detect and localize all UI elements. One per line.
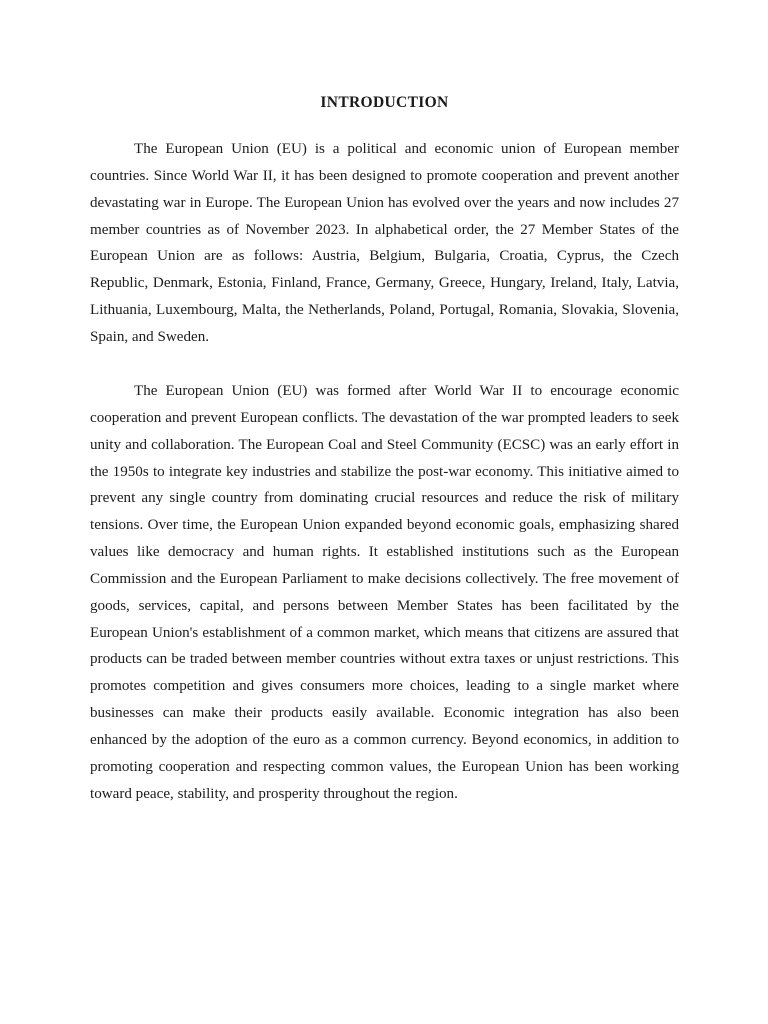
page-title: INTRODUCTION <box>320 94 449 111</box>
body-paragraph: The European Union (EU) is a political and economic union of European member countries. Since World War II, it has been designed to promote cooperation and prevent another devastating war in Europe. The European Union has evolved over the years and now includes 27 member countries as of November 2023. In alphabetical order, the 27 Member States of the European Union are as follows: Austria, Belgium, Bulgaria, Croatia, Cyprus, the Czech Republic, Denmark, Estonia, Finland, France, Germany, Greece, Hungary, Ireland, Italy, Latvia, Lithuania, Luxembourg, Malta, the Netherlands, Poland, Portugal, Romania, Slovakia, Slovenia, Spain, and Sweden. <box>90 141 679 345</box>
body-paragraph: The European Union (EU) was formed after World War II to encourage economic cooperation and prevent European conflicts. The devastation of the war prompted leaders to seek unity and collaboration. The European Coal and Steel Community (ECSC) was an early effort in the 1950s to integrate key industries and stabilize the post-war economy. This initiative aimed to prevent any single country from dominating crucial resources and reduce the risk of military tensions. Over time, the European Union expanded beyond economic goals, emphasizing shared values like democracy and human rights. It established institutions such as the European Commission and the European Parliament to make decisions collectively. The free movement of goods, services, capital, and persons between Member States has been facilitated by the European Union's establishment of a common market, which means that citizens are assured that products can be traded between member countries without extra taxes or unjust restrictions. This promotes competition and gives consumers more choices, leading to a single market where businesses can make their products easily available. Economic integration has also been enhanced by the adoption of the euro as a common currency. Beyond economics, in addition to promoting cooperation and respecting common values, the European Union has been working toward peace, stability, and prosperity throughout the region. <box>90 383 679 802</box>
